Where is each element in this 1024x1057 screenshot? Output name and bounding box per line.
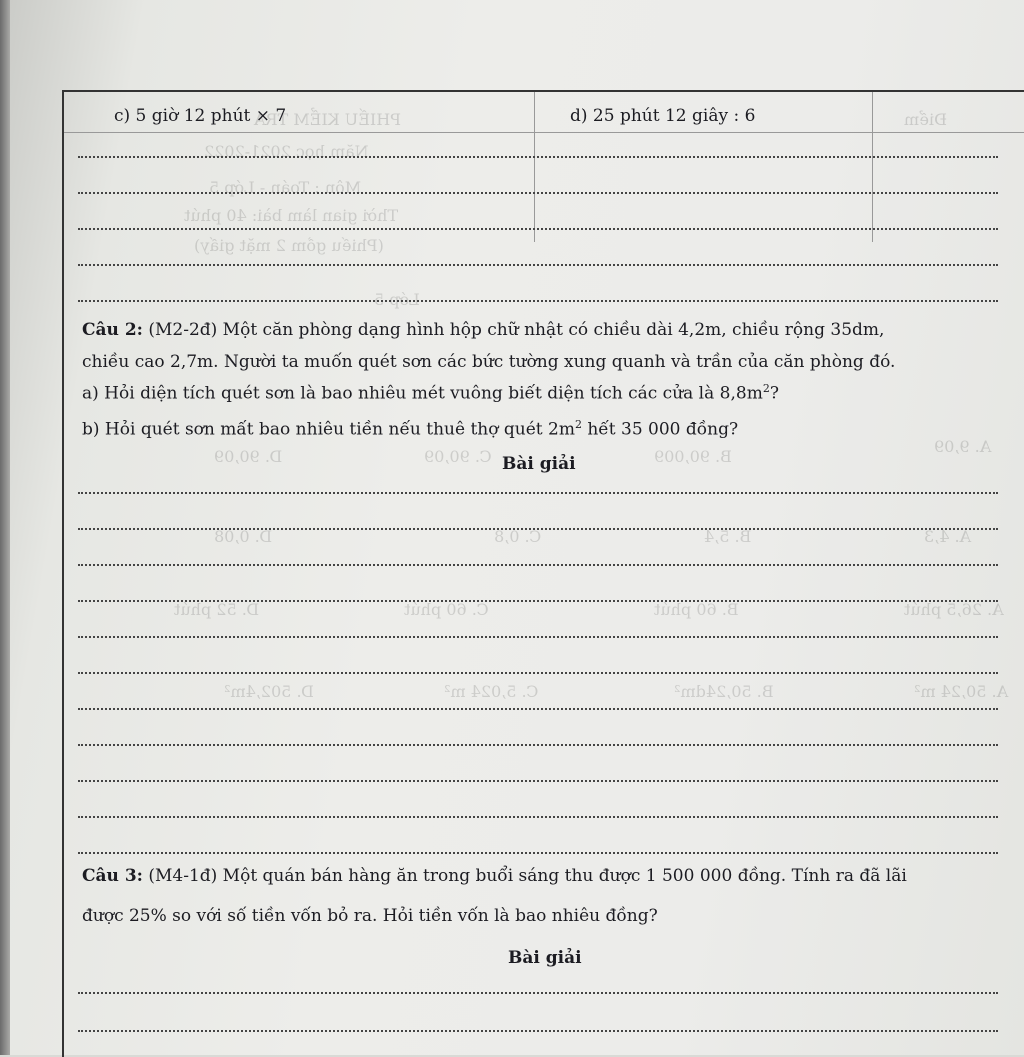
question-2-line-1 <box>82 320 884 340</box>
question-3-label: Câu 3: <box>82 866 143 886</box>
show-through-text: C. 90,09 <box>424 447 492 466</box>
answer-line[interactable] <box>78 492 998 494</box>
question-2-part-b <box>82 418 738 440</box>
show-through-text: Thời gian làm bài: 40 phút <box>184 206 399 225</box>
answer-line[interactable] <box>78 300 998 302</box>
show-through-text: B. 90,009 <box>654 447 732 466</box>
show-through-text: Lớp 5 <box>374 290 420 309</box>
show-through-text: D. 502,4m² <box>224 682 314 701</box>
answer-line[interactable] <box>78 1030 998 1032</box>
exercise-row <box>64 92 1024 132</box>
superscript: 2 <box>574 418 582 431</box>
show-through-text: A. 50,24 m² <box>914 682 1009 701</box>
worksheet <box>62 90 1024 1057</box>
answer-line[interactable] <box>78 264 998 266</box>
show-through-text: (Phiếu gồm 2 mặt giấy) <box>194 236 384 255</box>
question-3-line-2: được 25% so với số tiền vốn bỏ ra. Hỏi tiền vốn là bao nhiêu đồng? <box>82 906 658 926</box>
answer-line[interactable] <box>78 636 998 638</box>
show-through-text: B. 60 phút <box>654 600 739 619</box>
answer-line[interactable] <box>78 192 998 194</box>
solution-title: Bài giải <box>502 454 576 474</box>
show-through-text: A. 4,3 <box>924 527 972 546</box>
question-3-line-1 <box>82 866 907 886</box>
question-2-text: (M2-2đ) Một căn phòng dạng hình hộp chữ nhật có chiều dài 4,2m, chiều rộng 35dm, <box>142 320 885 340</box>
part-a-text: a) Hỏi diện tích quét sơn là bao nhiêu mét vuông biết diện tích các cửa là 8,8m <box>82 383 763 404</box>
show-through-text: B. 5,4 <box>704 527 752 546</box>
answer-line[interactable] <box>78 672 998 674</box>
answer-line[interactable] <box>78 744 998 746</box>
row-divider <box>64 132 1024 133</box>
answer-line[interactable] <box>78 852 998 854</box>
show-through-text: Môn : Toán - Lớp 5 <box>209 178 362 197</box>
answer-line[interactable] <box>78 780 998 782</box>
part-b-end: hết 35 000 đồng? <box>581 419 739 440</box>
solution-title: Bài giải <box>508 948 582 968</box>
superscript: 2 <box>762 382 770 395</box>
answer-line[interactable] <box>78 564 998 566</box>
show-through-text: D. 90,09 <box>214 447 283 466</box>
show-through-text: Điểm <box>904 110 948 129</box>
show-through-text: B. 50,24dm² <box>674 682 774 701</box>
answer-line[interactable] <box>78 528 998 530</box>
answer-line[interactable] <box>78 992 998 994</box>
part-a-end: ? <box>769 383 779 404</box>
question-2-line-2: chiều cao 2,7m. Người ta muốn quét sơn các bức tường xung quanh và trần của căn phòng đó. <box>82 352 896 372</box>
show-through-text: C. 0,8 <box>494 527 542 546</box>
column-divider <box>534 92 535 242</box>
page-edge-shadow <box>0 0 10 1055</box>
question-3-text: (M4-1đ) Một quán bán hàng ăn trong buổi sáng thu được 1 500 000 đồng. Tính ra đã lãi <box>142 866 907 886</box>
show-through-text: Năm học 2021-2022 <box>204 142 369 161</box>
answer-line[interactable] <box>78 816 998 818</box>
answer-line[interactable] <box>78 228 998 230</box>
show-through-text: A. 26,5 phút <box>904 600 1004 619</box>
show-through-text: D. 52 phút <box>174 600 260 619</box>
answer-line[interactable] <box>78 600 998 602</box>
column-divider <box>872 92 873 242</box>
show-through-text: C. 60 phút <box>404 600 489 619</box>
question-2-part-a <box>82 382 779 404</box>
show-through-text: C. 5,024 m² <box>444 682 539 701</box>
show-through-text: D. 0,08 <box>214 527 273 546</box>
part-b-text: b) Hỏi quét sơn mất bao nhiêu tiền nếu thuê thợ quét 2m <box>82 419 575 440</box>
exercise-d: d) 25 phút 12 giây : 6 <box>570 106 756 126</box>
question-2-label: Câu 2: <box>82 320 143 340</box>
answer-line[interactable] <box>78 156 998 158</box>
show-through-text: PHIẾU KIỂM TRA <box>254 110 401 129</box>
answer-line[interactable] <box>78 708 998 710</box>
show-through-text: A. 9,09 <box>934 437 992 456</box>
exercise-c: c) 5 giờ 12 phút × 7 <box>114 106 287 126</box>
